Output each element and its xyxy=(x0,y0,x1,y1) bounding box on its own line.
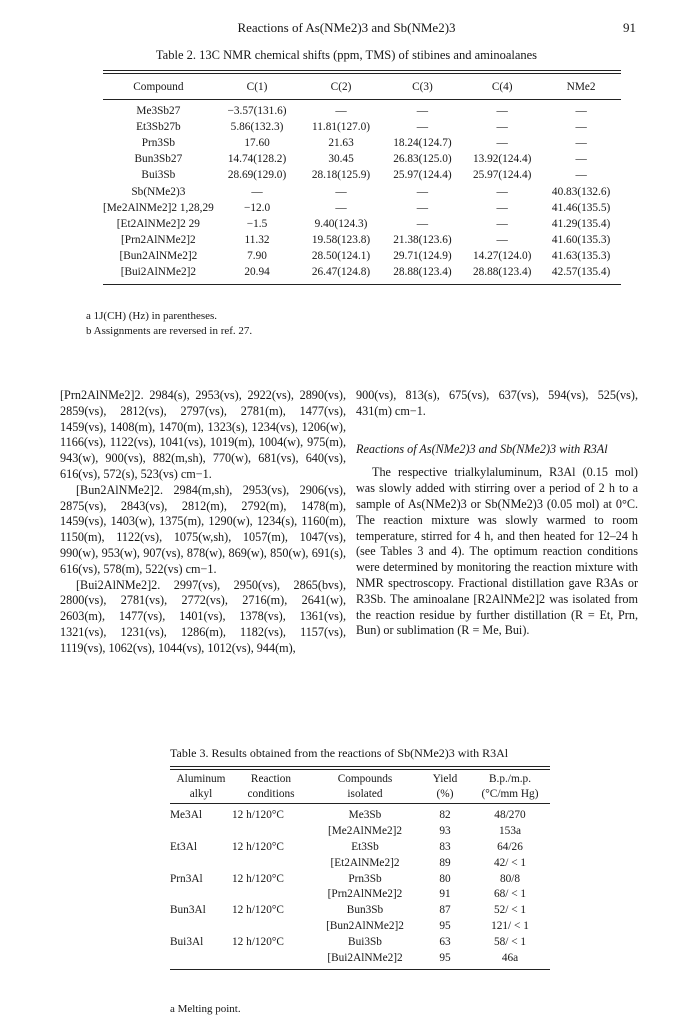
table2-cell: 28.88(123.4) xyxy=(473,266,532,279)
table3-cell: 121/ < 1 xyxy=(491,920,529,933)
table2-cell: — xyxy=(416,217,429,230)
running-title: Reactions of As(NMe2)3 and Sb(NMe2)3 xyxy=(237,20,456,35)
table2-cell: 18.24(124.7) xyxy=(393,136,452,149)
table3-header-line: isolated xyxy=(347,787,383,800)
table2-cell: — xyxy=(496,234,508,247)
table3-cell: Prn3Sb xyxy=(348,872,382,885)
table2-cell: — xyxy=(496,104,508,117)
table2-row xyxy=(103,103,621,119)
table3-cell: 83 xyxy=(439,840,451,853)
table2-cell: 40.83(132.6) xyxy=(551,185,611,198)
running-header xyxy=(0,18,693,38)
table3-header xyxy=(420,770,470,804)
table2-cell: 30.45 xyxy=(328,153,354,166)
ir-data-bui: [Bui2AlNMe2]2. 2997(vs), 2950(vs), 2865(bvs), 2800(vs), 2781(vs), 2772(vs), 2716(m), 2641(w), 2603(m), 1477(vs), 1401(vs), 1378(vs), 1361(vs), 1321(vs), 1231(vs), 1286(m), 1182(vs), 1157(vs), 1119(vs), 1062(vs), 1044(vs), 1012(vs), 944(m), xyxy=(60,577,346,655)
table2-cell: 41.29(135.4) xyxy=(551,217,611,230)
table2-cell: — xyxy=(575,153,587,166)
table3-cell: 12 h/120°C xyxy=(232,872,284,885)
table2-row xyxy=(103,183,621,199)
table3-caption: Table 3. Results obtained from the reactions of Sb(NMe2)3 with R3Al xyxy=(170,746,509,760)
table2-cell: 17.60 xyxy=(244,136,270,149)
table2-cell: 41.63(135.3) xyxy=(551,250,611,263)
table3-cell xyxy=(170,823,232,839)
table2-cell: 28.18(125.9) xyxy=(311,169,371,182)
table2-cell: 14.74(128.2) xyxy=(227,153,287,166)
table3-cell xyxy=(170,950,232,966)
table2-compound-cell: Prn3Sb xyxy=(141,136,176,149)
table2-header-nme2: NMe2 xyxy=(566,80,596,93)
table3-cell xyxy=(232,950,310,966)
table2-cell: −1.5 xyxy=(246,217,268,230)
table2-cell: 19.58(123.8) xyxy=(311,234,371,247)
table3-cell: Bui3Al xyxy=(170,936,204,949)
table3-header-line: conditions xyxy=(247,787,295,800)
table3-cell: 80/8 xyxy=(499,872,521,885)
table3-cell: 12 h/120°C xyxy=(232,904,284,917)
table3-header-line: (°C/mm Hg) xyxy=(481,787,539,800)
table2-row xyxy=(103,151,621,167)
table3-cell: Bui3Sb xyxy=(348,936,382,949)
table2-cell: — xyxy=(496,217,508,230)
table3-cell: 80 xyxy=(439,872,451,885)
right-column xyxy=(356,388,638,639)
table3-row xyxy=(170,902,550,918)
table2-cell: 5.86(132.3) xyxy=(230,120,284,133)
table2-cell: 41.60(135.3) xyxy=(551,234,611,247)
table2-header-compound: Compound xyxy=(133,80,184,93)
table3-cell: 63 xyxy=(439,936,451,949)
table3-row xyxy=(170,808,550,824)
table2-cell: 28.50(124.1) xyxy=(311,250,371,263)
table3-cell: [Prn2AlNMe2]2 xyxy=(327,888,403,901)
table2-cell: — xyxy=(496,185,508,198)
table3-header-line: (%) xyxy=(436,787,454,800)
table2-cell: 11.32 xyxy=(244,234,270,247)
section-heading: Reactions of As(NMe2)3 and Sb(NMe2)3 with R3Al xyxy=(356,441,608,456)
table3-cell: 12 h/120°C xyxy=(232,840,284,853)
table3-cell: 52/ < 1 xyxy=(493,904,527,917)
table3-cell: 95 xyxy=(439,952,451,965)
table2-cell: — xyxy=(496,120,508,133)
table2-row xyxy=(103,248,621,264)
table3-row xyxy=(170,934,550,950)
table2-cell: — xyxy=(416,201,429,214)
table2-cell: −3.57(131.6) xyxy=(227,104,287,117)
table2-compound-cell: Et3Sb27b xyxy=(136,120,181,133)
table2-cell: 25.97(124.4) xyxy=(473,169,532,182)
table3-cell: 153a xyxy=(499,824,521,837)
table3 xyxy=(170,766,550,970)
table2-row xyxy=(103,167,621,183)
table3-cell: Et3Sb xyxy=(351,840,379,853)
table2-cell: — xyxy=(496,201,508,214)
table3-header-line: B.p./m.p. xyxy=(488,772,532,785)
table3-cell xyxy=(232,918,310,934)
table3-cell xyxy=(170,855,232,871)
table2-cell: — xyxy=(496,136,508,149)
table3-cell: 48/270 xyxy=(494,809,526,822)
table2-compound-cell: [Bui2AlNMe2]2 xyxy=(120,266,197,279)
table3-cell: [Et2AlNMe2]2 xyxy=(330,856,400,869)
table3-cell: 42/ < 1 xyxy=(493,856,527,869)
table3-cell xyxy=(170,918,232,934)
table2-header-c3: C(3) xyxy=(412,80,433,93)
table3-cell: 93 xyxy=(439,824,451,837)
table2-cell: — xyxy=(335,201,347,214)
table2-cell: — xyxy=(416,185,429,198)
table2-header-c2: C(2) xyxy=(330,80,352,93)
table2-cell: 11.81(127.0) xyxy=(312,120,370,133)
table3-cell: Bun3Al xyxy=(170,904,206,917)
experimental-paragraph: The respective trialkylaluminum, R3Al (0.15 mol) was slowly added with stirring over a period of 2 h to a sample of As(NMe2)3 or Sb(NMe2)3 (0.05 mol) at 0°C. The reaction mixture was slowly warmed to room temperature, stirred for 4 h, and then heated for 12–24 h (see Tables 3 and 4). The optimum reaction conditions were determined by monitoring the reaction mixture with NMR spectroscopy. Fractional distillation gave R3As or R3Sb. The aminoalane [R2AlNMe2]2 was isolated from the reaction residue by further distillation (R = Et, Prn, Bun) or sublimation (R = Me, Bui). xyxy=(356,465,638,638)
page-number: 91 xyxy=(623,20,636,35)
table2-compound-cell: Sb(NMe2)3 xyxy=(131,185,186,198)
table2-caption: Table 2. 13C NMR chemical shifts (ppm, TMS) of stibines and aminoalanes xyxy=(155,48,538,62)
table3-header-line: Compounds xyxy=(337,772,393,785)
table3-header xyxy=(232,770,310,804)
table2-cell: — xyxy=(416,104,429,117)
table2 xyxy=(103,70,621,285)
table3-header xyxy=(310,770,420,804)
table2-cell: 26.83(125.0) xyxy=(393,153,452,166)
table2-compound-cell: Bun3Sb27 xyxy=(134,153,183,166)
table2-cell: 9.40(124.3) xyxy=(314,217,368,230)
table2-cell: 42.57(135.4) xyxy=(551,266,611,279)
table2-compound-cell: [Prn2AlNMe2]2 xyxy=(121,234,196,247)
left-column xyxy=(60,388,346,657)
table2-row xyxy=(103,200,621,216)
table2-cell: 26.47(124.8) xyxy=(311,266,371,279)
table3-cell: 12 h/120°C xyxy=(232,936,284,949)
table3-cell: Me3Al xyxy=(170,809,203,822)
table2-cell: 21.38(123.6) xyxy=(393,234,452,247)
table3-row xyxy=(170,918,550,934)
table3-header-line: Reaction xyxy=(250,772,292,785)
table3-cell: 87 xyxy=(439,904,451,917)
table2-cell: — xyxy=(335,104,347,117)
table2-row xyxy=(103,232,621,248)
table2-cell: — xyxy=(251,185,263,198)
table2-cell: — xyxy=(575,104,587,117)
table3-cell: 89 xyxy=(439,856,451,869)
table2-cell: 28.88(123.4) xyxy=(393,266,452,279)
table2-header-c4: C(4) xyxy=(491,80,513,93)
table3-cell xyxy=(232,855,310,871)
table2-row xyxy=(103,216,621,232)
table2-cell: 14.27(124.0) xyxy=(473,250,532,263)
table2-cell: — xyxy=(575,136,587,149)
table3-cell: Et3Al xyxy=(170,840,197,853)
table3-row xyxy=(170,855,550,871)
table3-header-line: Aluminum xyxy=(176,772,226,785)
table2-cell: 20.94 xyxy=(244,266,270,279)
table3-cell: 12 h/120°C xyxy=(232,809,284,822)
table3-cell: Bun3Sb xyxy=(346,904,384,917)
table2-cell: — xyxy=(575,120,587,133)
table2-compound-cell: [Bun2AlNMe2]2 xyxy=(119,250,198,263)
table2-cell: 13.92(124.4) xyxy=(473,153,532,166)
table3-cell xyxy=(170,887,232,903)
table3-footnote: a Melting point. xyxy=(170,1003,241,1015)
table2-row xyxy=(103,264,621,280)
table3-row xyxy=(170,839,550,855)
table3-cell xyxy=(232,887,310,903)
table2-cell: — xyxy=(335,185,347,198)
table2-cell: 25.97(124.4) xyxy=(393,169,452,182)
ir-data-bun: [Bun2AlNMe2]2. 2984(m,sh), 2953(vs), 2906(vs), 2875(vs), 2843(vs), 2812(m), 2792(m), 1478(m), 1459(vs), 1403(w), 1375(m), 1290(w), 1234(s), 1160(m), 1150(m), 1122(vs), 1075(w,sh), 1057(m), 1047(vs), 990(w), 953(w), 907(vs), 878(w), 869(w), 850(w), 691(s), 616(vs), 578(m), 522(vs) cm−1. xyxy=(60,482,346,576)
table3-header xyxy=(470,770,550,804)
table3-cell: Me3Sb xyxy=(348,809,382,822)
table3-cell: [Me2AlNMe2]2 xyxy=(327,824,403,837)
table3-row xyxy=(170,870,550,886)
table2-cell: 29.71(124.9) xyxy=(393,250,452,263)
table3-header-line: Yield xyxy=(432,772,458,785)
table2-cell: −12.0 xyxy=(243,201,271,214)
table3-cell xyxy=(232,823,310,839)
table3-header-line: alkyl xyxy=(189,787,213,800)
table2-compound-cell: Me3Sb27 xyxy=(136,104,181,117)
table2-row xyxy=(103,119,621,135)
table2-cell: 28.69(129.0) xyxy=(227,169,287,182)
table2-cell: — xyxy=(416,120,429,133)
table3-row xyxy=(170,887,550,903)
table2-compound-cell: Bui3Sb xyxy=(141,169,176,182)
table3-row xyxy=(170,950,550,966)
table3-cell: 68/ < 1 xyxy=(493,888,527,901)
table3-header xyxy=(170,770,232,804)
table3-cell: 95 xyxy=(439,920,451,933)
table2-header-c1: C(1) xyxy=(246,80,268,93)
table3-cell: [Bui2AlNMe2]2 xyxy=(327,952,403,965)
table2-cell: 41.46(135.5) xyxy=(551,201,611,214)
table3-cell: 58/ < 1 xyxy=(493,936,527,949)
table3-row xyxy=(170,823,550,839)
table2-row xyxy=(103,135,621,151)
table2-cell: 7.90 xyxy=(247,250,267,263)
table3-cell: [Bun2AlNMe2]2 xyxy=(326,920,404,933)
table2-compound-cell: [Me2AlNMe2]2 1,28,29 xyxy=(103,201,214,214)
table3-cell: 46a xyxy=(501,952,519,965)
ir-continuation: 900(vs), 813(s), 675(vs), 637(vs), 594(vs), 525(vs), 431(m) cm−1. xyxy=(356,388,638,418)
table3-cell: 64/26 xyxy=(497,840,523,853)
table2-footnote-a: a 1J(CH) (Hz) in parentheses. xyxy=(86,310,218,322)
table3-cell: 82 xyxy=(439,809,451,822)
ir-data-prn: [Prn2AlNMe2]2. 2984(s), 2953(vs), 2922(vs), 2890(vs), 2859(vs), 2812(vs), 2797(vs), 2781(m), 1477(vs), 1459(vs), 1408(m), 1470(m), 1323(s), 1234(vs), 1206(w), 1166(vs), 1122(vs), 1041(vs), 1019(m), 1004(w), 975(m), 943(w), 900(vs), 882(m,sh), 770(w), 681(vs), 640(vs), 616(vs), 572(s), 523(vs) cm−1. xyxy=(60,388,346,481)
table2-footnote-b: b Assignments are reversed in ref. 27. xyxy=(86,325,253,337)
table3-cell: Prn3Al xyxy=(170,872,203,885)
table2-compound-cell: [Et2AlNMe2]2 29 xyxy=(116,217,200,230)
table3-cell: 91 xyxy=(439,888,451,901)
table2-cell: 21.63 xyxy=(328,136,354,149)
table2-cell: — xyxy=(575,169,587,182)
